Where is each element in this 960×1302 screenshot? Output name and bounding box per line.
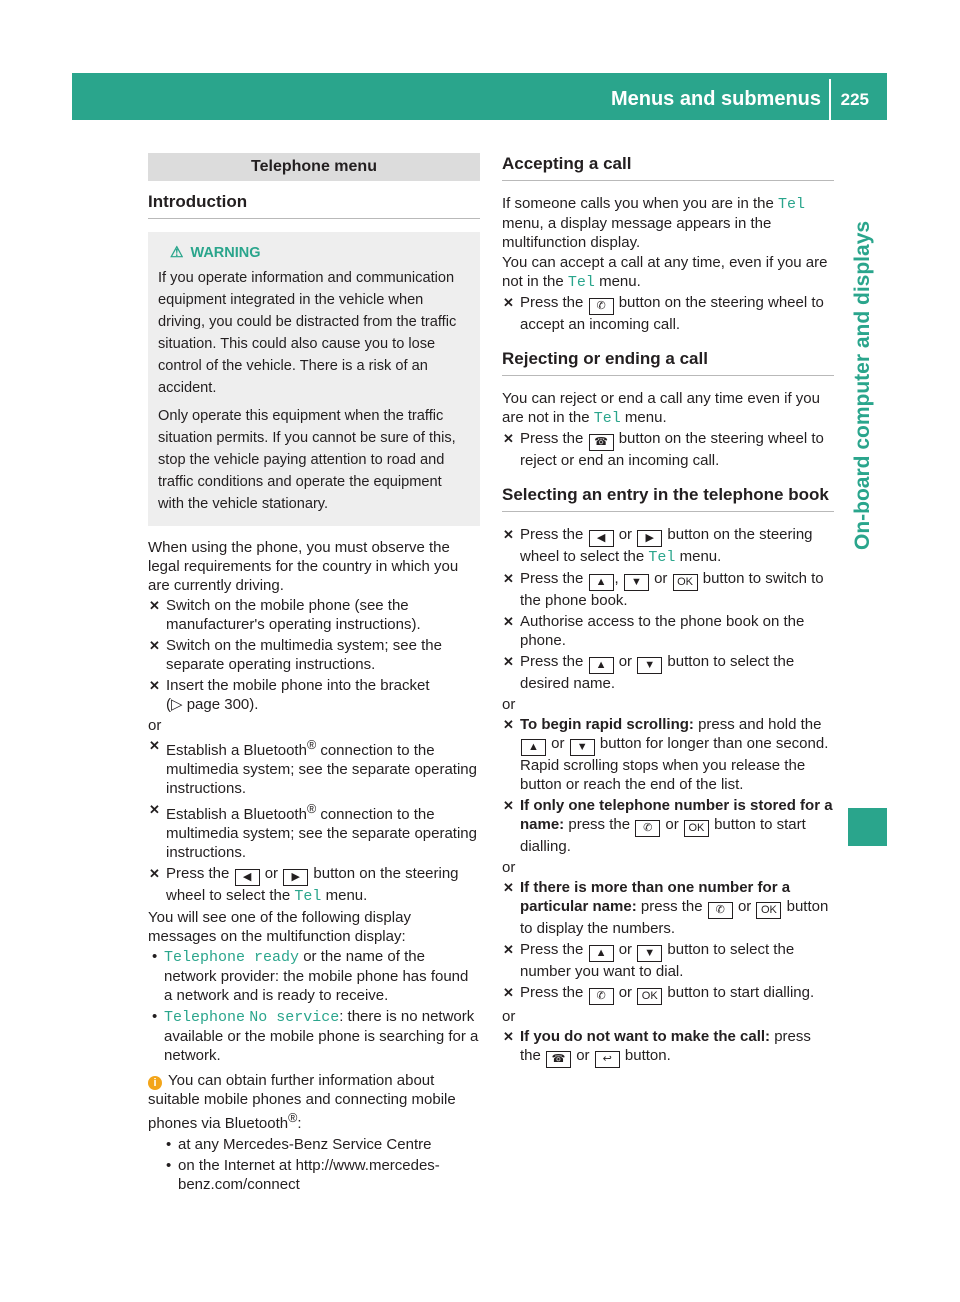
text: menu.	[679, 548, 722, 565]
up-arrow-key-icon: ▲	[589, 945, 614, 962]
text: You can accept a call at any time, even if you are not in the	[502, 254, 828, 290]
up-arrow-key-icon: ▲	[521, 739, 546, 756]
down-arrow-key-icon: ▼	[624, 574, 649, 591]
page-reference: (▷ page 300).	[166, 696, 259, 713]
paragraph: You will see one of the following display messages on the multifunction display:	[148, 909, 411, 945]
display-text-tel: Tel	[294, 888, 322, 905]
down-arrow-key-icon: ▼	[637, 657, 662, 674]
text: menu.	[624, 409, 667, 426]
registered-mark: ®	[306, 802, 317, 816]
info-text: You can obtain further information about suitable mobile phones and connecting mobile phones via Bluetooth	[148, 1072, 456, 1132]
text: or	[618, 526, 633, 543]
registered-mark: ®	[288, 1111, 298, 1125]
phone-accept-key-icon: ✆	[708, 902, 733, 919]
step-item	[502, 983, 834, 1005]
step-item	[148, 596, 480, 634]
text: button to start dialling.	[520, 816, 806, 855]
header-divider	[829, 79, 831, 120]
paragraph	[502, 253, 834, 292]
up-arrow-key-icon: ▲	[589, 657, 614, 674]
phone-accept-key-icon: ✆	[635, 820, 660, 837]
ok-key: OK	[756, 902, 781, 919]
text: or	[576, 1047, 590, 1064]
text: or	[618, 984, 633, 1001]
text: button to select the number you want to dial.	[520, 941, 795, 980]
up-arrow-key-icon: ▲	[589, 574, 614, 591]
text: button on the steering wheel to accept an incoming call.	[520, 294, 824, 333]
paragraph	[502, 389, 834, 428]
step-text: Press the	[166, 865, 230, 882]
or-text: or	[148, 717, 162, 734]
display-text-tel: Tel	[593, 410, 621, 427]
bullet-text: : there is no network available or the mobile phone is searching for a network.	[164, 1008, 479, 1064]
step-item	[148, 676, 480, 714]
down-arrow-key-icon: ▼	[570, 739, 595, 756]
display-text-tel: Tel	[778, 196, 806, 213]
warning-text: Only operate this equipment when the traffic situation permits. If you cannot be sure of this, stop the vehicle paying attention to road and traffic conditions and operate the equipment with the vehicle stationary.	[158, 408, 456, 512]
step-item	[148, 800, 480, 862]
display-text: Telephone ready	[164, 949, 300, 966]
left-arrow-key-icon: ◀	[589, 530, 614, 547]
text: Press the	[520, 941, 584, 958]
phone-accept-key-icon: ✆	[589, 298, 614, 315]
text: You can reject or end a call any time even if you are not in the	[502, 390, 820, 426]
text: If someone calls you when you are in the	[502, 195, 774, 212]
side-tab-label: On-board computer and displays	[851, 220, 874, 550]
paragraph: When using the phone, you must observe the legal requirements for the country in which you are currently driving.	[148, 539, 459, 594]
text: button to select the desired name.	[520, 653, 795, 692]
step-text: connection to the multimedia system; see the separate operating instructions.	[166, 742, 477, 797]
step-item	[502, 715, 834, 794]
step-item	[502, 878, 834, 938]
header-bar	[72, 73, 887, 120]
step-item	[502, 612, 834, 650]
info-text: :	[297, 1115, 302, 1132]
text: press and hold the	[693, 716, 822, 733]
info-note	[148, 1071, 480, 1194]
display-text: Telephone	[164, 1009, 246, 1026]
text: menu.	[599, 273, 641, 290]
bullet-item: • on the Internet at http://www.mercedes-benz.com/connect	[166, 1156, 480, 1194]
right-arrow-key-icon: ▶	[283, 869, 308, 886]
intro-heading: Introduction	[148, 191, 480, 219]
text: menu, a display message appears in the multifunction display.	[502, 215, 772, 251]
step-item	[502, 940, 834, 981]
text: or	[654, 570, 668, 587]
warning-box	[148, 232, 480, 526]
text: or	[551, 735, 565, 752]
section-heading: Rejecting or ending a call	[502, 348, 834, 376]
phone-end-key-icon: ☎	[589, 434, 614, 451]
or-text: or	[502, 859, 516, 876]
bullet-item	[148, 947, 480, 1005]
step-item	[148, 636, 480, 674]
warning-header	[158, 244, 471, 262]
step-text: connection to the multimedia system; see the separate operating instructions.	[166, 806, 477, 861]
step-text: Switch on the mobile phone (see the manufacturer's operating instructions).	[166, 597, 421, 633]
text: Authorise access to the phone book on the phone.	[520, 613, 805, 649]
text: or	[665, 816, 679, 833]
bullet-text: or the name of the network provider: the mobile phone has found a network and is ready to receive.	[164, 948, 469, 1004]
display-text-tel: Tel	[648, 549, 676, 566]
or-text: or	[502, 696, 516, 713]
step-item	[148, 864, 480, 906]
section-heading: Selecting an entry in the telephone book	[502, 484, 834, 512]
text: press the	[564, 816, 631, 833]
warning-text: If you operate information and communication equipment integrated in the vehicle when driving, you could be distracted from the traffic situation. This could also cause you to lose control of the vehicle. There is a risk of an accident.	[158, 270, 457, 396]
text: Press the	[520, 294, 584, 311]
text: button.	[624, 1047, 671, 1064]
display-text: No service	[249, 1009, 340, 1026]
ok-key: OK	[637, 988, 662, 1005]
bold-text: To begin rapid scrolling:	[520, 716, 694, 733]
display-text-tel: Tel	[567, 274, 595, 291]
step-text: button on the steering wheel to select the	[166, 865, 459, 904]
step-item	[148, 736, 480, 798]
text: press the	[636, 898, 703, 915]
down-arrow-key-icon: ▼	[637, 945, 662, 962]
step-item: ✕ Press the ▲ , ▼ or OK button to switch to the phone book.	[502, 569, 834, 610]
step-text: Switch on the multimedia system; see the separate operating instructions.	[166, 637, 442, 673]
bullet-item: • at any Mercedes-Benz Service Centre	[166, 1135, 480, 1154]
left-column	[148, 153, 480, 1196]
text: or	[618, 941, 633, 958]
registered-mark: ®	[306, 738, 317, 752]
step-item	[502, 1027, 834, 1068]
text: or	[737, 898, 752, 915]
ok-key: OK	[673, 574, 698, 591]
bold-text: If you do not want to make the call:	[520, 1028, 771, 1045]
or-text: or	[502, 1008, 516, 1025]
text: press the	[520, 1028, 811, 1064]
bullet-item	[148, 1007, 480, 1065]
info-icon: i	[148, 1076, 162, 1090]
side-tab	[848, 120, 887, 780]
step-item	[502, 796, 834, 856]
step-text: Insert the mobile phone into the bracket	[166, 677, 430, 694]
phone-accept-key-icon: ✆	[589, 988, 614, 1005]
header-title: Menus and submenus	[610, 88, 821, 110]
text: button to display the numbers.	[520, 898, 829, 937]
text: button on the steering wheel to reject or end an incoming call.	[520, 430, 824, 469]
step-item	[502, 652, 834, 693]
text: Press the	[520, 570, 584, 587]
paragraph	[502, 194, 834, 252]
ok-key: OK	[684, 820, 709, 837]
step-item	[502, 429, 834, 470]
section-title: Telephone menu	[148, 153, 480, 181]
warning-label: WARNING	[190, 245, 261, 261]
step-text: or	[264, 865, 279, 882]
step-item	[502, 525, 834, 567]
step-text: menu.	[325, 887, 368, 904]
right-arrow-key-icon: ▶	[637, 530, 662, 547]
text: button on the steering wheel to select the	[520, 526, 813, 565]
text: button to switch to the phone book.	[520, 570, 824, 609]
bold-text: If there is more than one number for a particular name:	[520, 879, 791, 915]
text: button for longer than one second.	[599, 735, 829, 752]
text: or	[618, 653, 633, 670]
side-square-marker	[848, 808, 887, 846]
phone-end-key-icon: ☎	[546, 1051, 571, 1068]
section-heading: Accepting a call	[502, 153, 834, 181]
text: Press the	[520, 984, 584, 1001]
text: Rapid scrolling stops when you release the button or reach the end of the list.	[520, 757, 806, 793]
left-arrow-key-icon: ◀	[235, 869, 260, 886]
bold-text: If only one telephone number is stored for a name:	[520, 797, 833, 833]
text: Press the	[520, 653, 584, 670]
page-number: 225	[840, 90, 869, 109]
step-item	[502, 293, 834, 334]
back-key-icon: ↩	[595, 1051, 620, 1068]
step-text: Establish a Bluetooth	[166, 742, 307, 759]
text: Press the	[520, 526, 584, 543]
step-text: Establish a Bluetooth	[166, 806, 307, 823]
right-column	[502, 153, 834, 1070]
text: Press the	[520, 430, 584, 447]
text: button to start dialling.	[667, 984, 815, 1001]
warning-triangle-icon: ⚠	[170, 244, 184, 261]
